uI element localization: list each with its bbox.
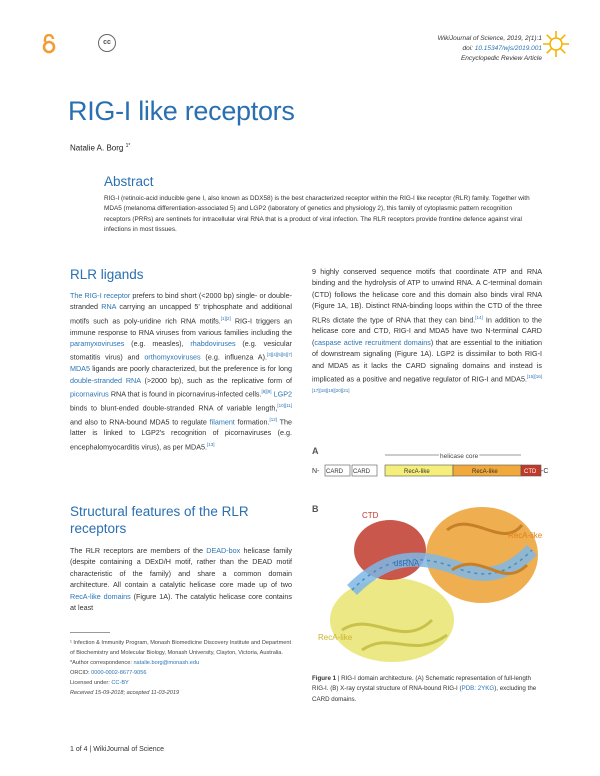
correspondence [70,658,292,668]
r-text-1: 9 highly conserved sequence motifs that coordinate ATP and RNA binding and the hydrolysis of ATP to unwind RNA. A C-terminal domain (CTD) follows the helicase core and this domain also binds viral RNA (Figure 1A, 1B). Distinct RNA-binding loops within the CTD of the three RLRs dictate the type of RNA that they can bind. [312,267,542,325]
ref-8-9[interactable]: [8][9] [261,389,272,395]
creative-commons-icon: cc [98,34,116,52]
caption-text-1: | RIG-I domain architecture. (A) Schematic representation of full-length RIG-I. (B) X-ray crystal structure of RNA-bound RIG-I ( [312,675,531,693]
ref-12[interactable]: [12] [269,416,277,422]
page-number: 1 of 4 [70,746,88,753]
s-text-1: The RLR receptors are members of the [70,546,207,555]
received-dates: Received 15-09-2018; accepted 11-03-2019 [70,690,180,696]
reca-like-label-c: RecA-like [318,633,353,642]
link-mda5[interactable]: MDA5 [70,364,90,374]
link-dsrna[interactable]: double-stranded RNA [70,375,141,385]
text-11: and also to RNA-bound MDA5 to regulate [70,417,210,427]
rlr-ligands-heading: RLR ligands [70,267,144,282]
n-terminus-label: N- [312,468,320,475]
corr-label: *Author correspondence: [70,660,134,666]
doi-link[interactable]: 10.15347/wjs/2019.001 [474,45,542,52]
protein-structure [330,507,538,662]
license-label: Licensed under: [70,680,112,686]
email-link[interactable]: natalie.borg@monash.edu [133,660,200,666]
doi-line [438,44,542,54]
journal-citation: WikiJournal of Science, 2019, 2(1):1 [437,35,542,42]
s-text-2: helicase family (despite containing a DExD/H motif, rather than the DEAD motif characteristic of the family) and share a common domain architecture. All contain a catalytic helicase core made up of two [70,546,293,590]
fig-label-b: B [312,504,319,514]
author-mark: 1* [125,143,131,149]
text-10: binds to blunt-ended double-stranded RNA of variable length, [70,403,278,413]
footnote-rule [70,632,110,633]
card2-label: CARD [353,469,371,475]
text-6: (e.g. influenza A). [200,352,267,362]
figure-1 [312,440,550,670]
open-access-icon [40,34,58,54]
link-rig-i-receptor[interactable]: The RIG-I receptor [70,291,131,300]
figure-caption [312,674,542,705]
link-rna[interactable]: RNA [101,302,117,312]
link-paramyxoviruses[interactable]: paramyxoviruses [70,339,125,349]
text-12: formation. [234,417,270,427]
link-rhabdoviruses[interactable]: rhabdoviruses [190,339,236,349]
rlr-ligands-paragraph [70,290,292,453]
text-8: (>2000 bp), such as the replicative form of [140,375,292,385]
wikijournal-logo-icon [542,30,570,58]
reca1-label: RecA-like [404,469,430,475]
doi-prefix: doi: [462,45,475,52]
journal-header [438,34,542,64]
card1-label: CARD [326,469,344,475]
ref-10-11[interactable]: [10][11] [277,402,292,408]
right-column-paragraph [312,266,542,399]
abstract-heading: Abstract [104,174,154,189]
caption-label: Figure 1 [312,675,337,682]
license-line [70,678,292,688]
reca-like-label-b: RecA-like [508,531,543,540]
affiliation: ¹ Infection & Immunity Program, Monash Biomedicine Discovery Institute and Department of Biochemistry and Molecular Biology, Monash University, Clayton, Victoria, Australia. [70,640,292,656]
helicase-core-label: helicase core [440,453,479,460]
author-name: Natalie A. Borg [70,143,124,153]
text-9: RNA that is found in picornavirus-infected cells. [108,389,262,399]
ctd-domain-label: CTD [524,469,537,475]
reca2-label: RecA-like [472,469,498,475]
footer-journal: WikiJournal of Science [93,746,165,753]
pdb-link[interactable]: PDB: 2YKG [461,685,495,693]
link-dead-box[interactable]: DEAD-box [206,546,241,555]
fig-label-a: A [312,446,319,456]
structural-features-heading: Structural features of the RLR receptors [70,504,249,536]
orcid-line [70,668,292,678]
author-line [70,143,130,153]
text-1: prefers to bind short (<2000 bp) single- or double-stranded [70,291,292,312]
r-text-2: In addition to the helicase core and CTD, RIG-I and MDA5 have two N-terminal CARD ( [312,315,542,347]
orcid-label: ORCID: [70,670,92,676]
ref-1-2[interactable]: [1][2] [220,315,231,321]
ref-3-7[interactable]: [3][4][5][6][7] [266,352,293,358]
text-4: (e.g. measles), [124,339,191,349]
article-type: Encyclopedic Review Article [460,55,542,62]
link-picornavirus[interactable]: picornavirus [70,389,109,399]
ref-14[interactable]: [14] [475,314,483,320]
text-2: carrying an uncapped 5′ triphosphate and additional motifs such as poly-uridine rich RNA motifs. [70,302,293,326]
page-footer [70,746,164,753]
text-13: The latter is linked to LGP2's recognition of picornaviruses (e.g. encephalomyocarditis virus), as per MDA5. [70,417,292,452]
link-lgp2[interactable]: LGP2 [271,389,292,399]
link-caspase-active-recruitment[interactable]: caspase active recruitment domains [314,337,431,347]
caption-text-2: ), excluding the CARD domains. [312,685,537,703]
link-filament[interactable]: filament [209,417,235,427]
ref-15-21[interactable]: [15][16][17][18][19][20][21] [312,374,542,393]
footnotes [70,638,292,698]
c-terminus-label: -C [541,468,549,475]
reca-like-yellow-blob [330,578,454,662]
text-7: ligands are poorly characterized, but the preference is for long [89,364,292,374]
link-reca-like-domains[interactable]: RecA-like domains [70,591,131,601]
article-title: RIG-I like receptors [68,96,295,126]
dsrna-label: dsRNA [394,559,420,568]
link-orthomyxoviruses[interactable]: orthomyxoviruses [144,352,201,362]
r-text-3: ) that are essential to the initiation of downstream signaling (Figure 1A). LGP2 is dissimilar to both RIG-I and MDA5 as it lacks the CARD signaling domains and instead is implicated as a positive and negative regulator of RIG-I and MDA5. [312,337,543,384]
abstract-text: RIG-I (retinoic-acid inducible gene I, also known as DDX58) is the best characterized receptor within the RIG-I like receptor (RLR) family. Together with MDA5 (melanoma differentiation-associated 5) and LGP2 (laboratory of genetics and physiology 2), this family of cytoplasmic pattern recognition receptors (PRRs) are sentinels for intracellular viral RNA that is a product of viral infection. The RLR receptors provide frontline defence against viral infections in most tissues. [104,195,530,234]
structural-features-paragraph [70,545,292,613]
orcid-link[interactable]: 0000-0002-8677-9056 [91,670,147,676]
footer-sep: | [87,746,94,753]
s-text-3: (Figure 1A). The catalytic helicase core contains at least [70,591,292,613]
text-3: RIG-I triggers an immune response to RNA viruses from various families including the [70,316,293,337]
text-5: (e.g. vesicular stomatitis virus) and [70,339,292,362]
license-link[interactable]: CC-BY [111,680,129,686]
ctd-label: CTD [362,511,379,520]
ref-13[interactable]: [13] [207,441,215,447]
